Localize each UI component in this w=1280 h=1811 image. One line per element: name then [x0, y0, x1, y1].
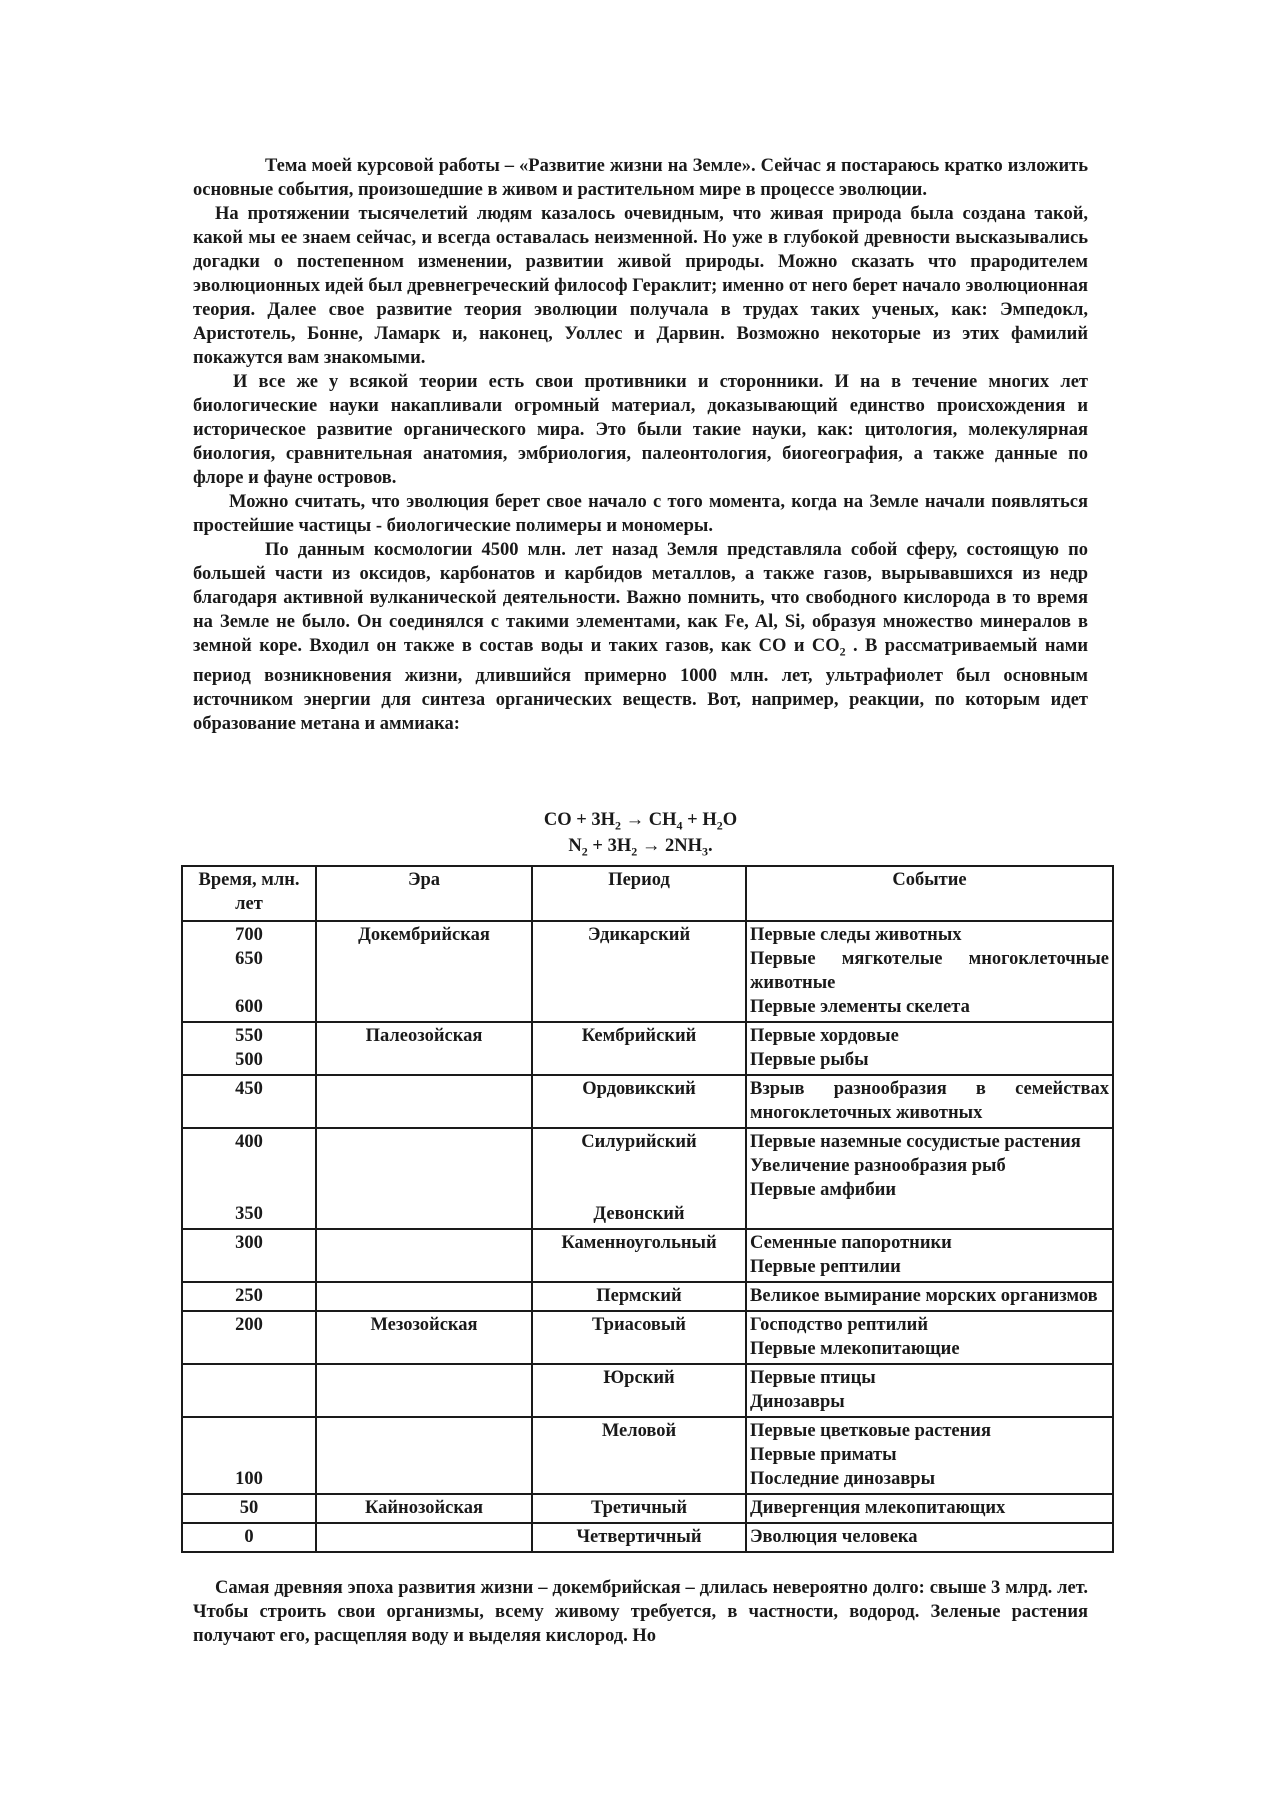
intro-text: [193, 154, 1088, 736]
cell-era: [316, 1282, 532, 1311]
cell-event: Взрыв разнообразия в семействах многоклеточных животных: [746, 1075, 1113, 1128]
cell-event: Первые птицы Динозавры: [746, 1364, 1113, 1417]
paragraph-history: На протяжении тысячелетий людям казалось очевидным, что живая природа была создана такой, какой мы ее знаем сейчас, и всегда оставалась неизменной. Но уже в глубокой древности высказывались догадки о постепенном изменении, развитии живой природы. Можно сказать что прародителем эволюционных идей был древнегреческий философ Гераклит; именно от него берет начало эволюционная теория. Далее свое развитие теория эволюции получала в трудах таких ученых, как: Эмпедокл, Аристотель, Бонне, Ламарк и, наконец, Уоллес и Дарвин. Возможно некоторые из этих фамилий покажутся вам знакомыми.: [193, 204, 1088, 368]
cell-era: [316, 1364, 532, 1417]
paragraph-cosmology: По данным космологии 4500 млн. лет назад Земля представляла собой сферу, состоящую по большей части из оксидов, карбонатов и карбидов металлов, а также газов, вырывавшихся из недр благодаря активной вулканической деятельности. Важно помнить, что свободного кислорода в то время на Земле не было. Он соединялся с такими элементами, как Fe, Al, Si, образуя множество минералов в земной коре. Входил он также в состав воды и таких газов, как CO и $CO_2$ . В рассматриваемый нами период возникновения жизни, длившийся примерно 1000 млн. лет, ультрафиолет был основным источником энергии для синтеза органических веществ. Вот, например, реакции, по которым идет образование метана и аммиака:: [193, 540, 1088, 734]
cell-time: 300: [182, 1229, 316, 1282]
cell-era: [316, 1417, 532, 1494]
table-row: [182, 1523, 1113, 1552]
cell-era: Докембрийская: [316, 921, 532, 1022]
reaction-arrow-icon: →: [625, 810, 645, 830]
cell-event: Первые хордовые Первые рыбы: [746, 1022, 1113, 1075]
cell-time: 250: [182, 1282, 316, 1311]
cell-event: Дивергенция млекопитающих: [746, 1494, 1113, 1523]
cell-event: Великое вымирание морских организмов: [746, 1282, 1113, 1311]
cell-period: Четвертичный: [532, 1523, 746, 1552]
cell-period: Меловой: [532, 1417, 746, 1494]
cell-event: Первые следы животных Первые мягкотелые многоклеточные животные Первые элементы скелета: [746, 921, 1113, 1022]
cell-time: 400 350: [182, 1128, 316, 1229]
table-row: [182, 1075, 1113, 1128]
cell-time: 200: [182, 1311, 316, 1364]
cell-era: Кайнозойская: [316, 1494, 532, 1523]
table-row: [182, 1494, 1113, 1523]
cell-event: Семенные папоротники Первые рептилии: [746, 1229, 1113, 1282]
table-row: [182, 1364, 1113, 1417]
header-event: Событие: [746, 866, 1113, 921]
cell-time: 700 650 600: [182, 921, 316, 1022]
cell-era: [316, 1523, 532, 1552]
cell-time: 100: [182, 1417, 316, 1494]
header-time: Время, млн. лет: [182, 866, 316, 921]
formula-ammonia: $N_2 + 3H_2 \to 2NH_3$.: [568, 836, 713, 859]
cell-event: Первые цветковые растения Первые приматы Последние динозавры: [746, 1417, 1113, 1494]
cell-period: Третичный: [532, 1494, 746, 1523]
cell-time: 550 500: [182, 1022, 316, 1075]
cell-period: Юрский: [532, 1364, 746, 1417]
paragraph-precambrian: Самая древняя эпоха развития жизни – докембрийская – длилась невероятно долго: свыше 3 млрд. лет. Чтобы строить свои организмы, всему живому требуется, в частности, водород. Зеленые растения получают его, расщепляя воду и выделяя кислород. Но: [193, 1578, 1088, 1646]
cell-era: Палеозойская: [316, 1022, 532, 1075]
cell-era: [316, 1075, 532, 1128]
cell-period: Пермский: [532, 1282, 746, 1311]
header-era: Эра: [316, 866, 532, 921]
cell-time: 50: [182, 1494, 316, 1523]
paragraph-origin: Можно считать, что эволюция берет свое начало с того момента, когда на Земле начали появляться простейшие частицы - биологические полимеры и мономеры.: [193, 492, 1088, 536]
cell-era: [316, 1229, 532, 1282]
paragraph-topic: Тема моей курсовой работы – «Развитие жизни на Земле». Сейчас я постараюсь кратко изложить основные события, произошедшие в живом и растительном мире в процессе эволюции.: [193, 156, 1088, 200]
cell-period: Кембрийский: [532, 1022, 746, 1075]
closing-text: [193, 1576, 1088, 1648]
cell-time: [182, 1364, 316, 1417]
geologic-time-table: [181, 865, 1114, 1553]
cell-period: Силурийский Девонский: [532, 1128, 746, 1229]
cell-time: 450: [182, 1075, 316, 1128]
cell-period: Каменноугольный: [532, 1229, 746, 1282]
cell-time: 0: [182, 1523, 316, 1552]
cell-event: Первые наземные сосудистые растения Увеличение разнообразия рыб Первые амфибии: [746, 1128, 1113, 1229]
formula-methane: CO + $3H_2 \to CH_4 + H_2O$: [543, 810, 738, 833]
table-row: [182, 921, 1113, 1022]
cell-period: Триасовый: [532, 1311, 746, 1364]
reaction-arrow-icon: →: [641, 836, 661, 856]
cell-period: Ордовикский: [532, 1075, 746, 1128]
cell-era: Мезозойская: [316, 1311, 532, 1364]
cell-era: [316, 1128, 532, 1229]
paragraph-sciences: И все же у всякой теории есть свои противники и сторонники. И на в течение многих лет биологические науки накапливали огромный материал, доказывающий единство происхождения и историческое развитие органического мира. Это были такие науки, как: цитология, молекулярная биология, сравнительная анатомия, эмбриология, палеонтология, биогеография, а также данные по флоре и фауне островов.: [193, 372, 1088, 488]
cell-event: Эволюция человека: [746, 1523, 1113, 1552]
table-row: [182, 1128, 1113, 1229]
header-period: Период: [532, 866, 746, 921]
table-header-row: [182, 866, 1113, 921]
table-row: [182, 1282, 1113, 1311]
table-row: [182, 1311, 1113, 1364]
cell-period: Эдикарский: [532, 921, 746, 1022]
table-row: [182, 1229, 1113, 1282]
table-row: [182, 1022, 1113, 1075]
table-row: [182, 1417, 1113, 1494]
cell-event: Господство рептилий Первые млекопитающие: [746, 1311, 1113, 1364]
